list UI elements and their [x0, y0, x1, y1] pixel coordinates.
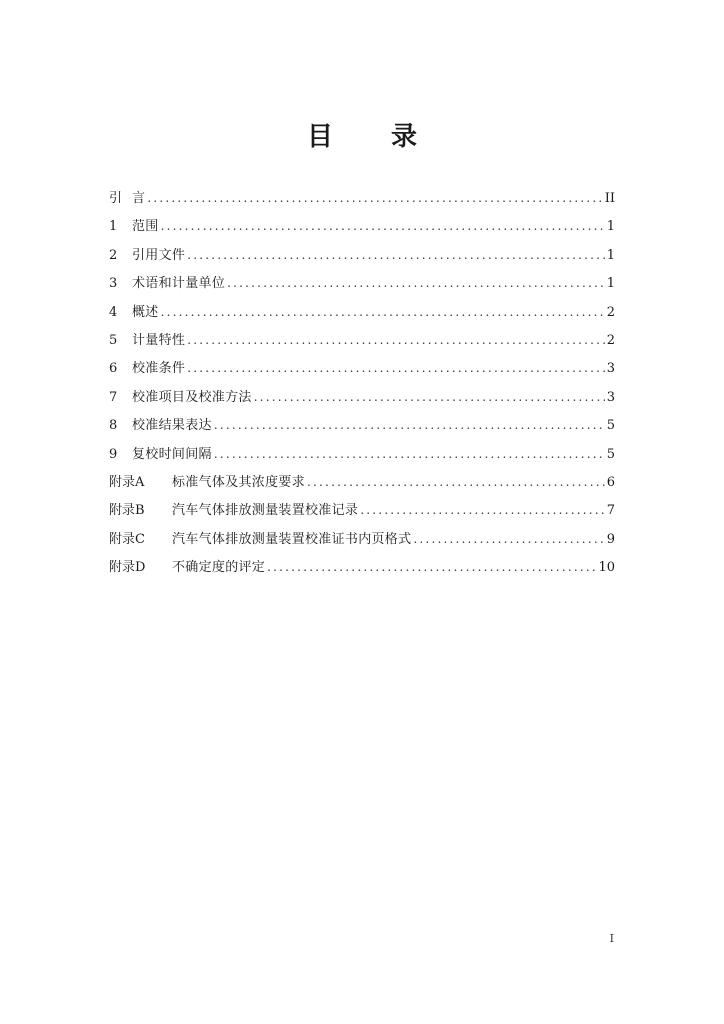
toc-leader-dots [214, 411, 605, 439]
page-title [0, 116, 724, 153]
toc-entry-number: 5 [109, 332, 118, 348]
toc-entry-calibration-conditions[interactable] [109, 354, 615, 382]
toc-entry-number: 附录B [109, 503, 145, 519]
toc-entry-page: 7 [606, 503, 615, 519]
toc-leader-dots [307, 468, 605, 496]
toc-entry-page: 2 [606, 304, 615, 320]
toc-entry-label: 标准气体及其浓度要求 [172, 474, 306, 490]
toc-entry-label: 概述 [132, 304, 159, 320]
toc-entry-scope[interactable] [109, 212, 615, 240]
toc-entry-page: 1 [606, 276, 615, 292]
toc-entry-page: 9 [606, 531, 615, 547]
toc-entry-label: 言 [132, 191, 146, 206]
toc-entry-label: 校准项目及校准方法 [132, 389, 252, 405]
toc-leader-dots [147, 184, 602, 212]
title-char-right: 录 [391, 122, 418, 152]
title-char-left: 目 [306, 122, 333, 152]
toc-leader-dots [161, 298, 605, 326]
toc-leader-dots [267, 553, 596, 581]
toc-entry-label: 引用文件 [132, 247, 186, 263]
toc-entry-calibration-items-methods[interactable] [109, 383, 615, 411]
toc-entry-metrological-characteristics[interactable] [109, 326, 615, 354]
toc-entry-appendix-c[interactable] [109, 525, 615, 553]
toc-entry-label: 术语和计量单位 [132, 276, 226, 292]
toc-entry-label: 复校时间间隔 [132, 446, 212, 462]
toc-entry-label: 范围 [132, 219, 159, 235]
toc-entry-page: 6 [606, 474, 615, 490]
toc-entry-number: 附录C [109, 531, 145, 547]
toc-entry-page: 5 [606, 418, 615, 434]
toc-leader-dots [360, 496, 605, 524]
toc-leader-dots [187, 354, 605, 382]
toc-entry-page: 1 [606, 247, 615, 263]
page-number: I [609, 932, 614, 945]
toc-leader-dots [161, 212, 605, 240]
toc-entry-terms[interactable] [109, 269, 615, 297]
toc-entry-label: 校准条件 [132, 361, 186, 377]
toc-entry-number: 9 [109, 446, 118, 462]
toc-leader-dots [227, 269, 605, 297]
toc-entry-page: 10 [598, 560, 615, 576]
toc-leader-dots [187, 326, 605, 354]
toc-entry-label: 校准结果表达 [132, 418, 212, 434]
toc-entry-number: 4 [109, 304, 118, 320]
toc-leader-dots [187, 241, 605, 269]
toc-entry-page: 1 [606, 219, 615, 235]
toc-entry-appendix-b[interactable] [109, 496, 615, 524]
toc-entry-label: 计量特性 [132, 332, 186, 348]
toc-entry-page: 3 [606, 361, 615, 377]
toc-entry-number: 附录D [109, 560, 146, 576]
toc-entry-number: 附录A [109, 474, 145, 490]
toc-entry-label: 汽车气体排放测量装置校准记录 [172, 503, 359, 519]
toc-entry-references[interactable] [109, 241, 615, 269]
toc-entry-label: 不确定度的评定 [172, 560, 266, 576]
toc-entry-number: 1 [109, 219, 118, 235]
toc-entry-number: 8 [109, 418, 118, 434]
toc-list [109, 184, 615, 581]
toc-entry-number: 7 [109, 389, 118, 405]
toc-entry-appendix-a[interactable] [109, 468, 615, 496]
toc-entry-number: 引 [109, 191, 123, 206]
toc-entry-appendix-d[interactable] [109, 553, 615, 581]
toc-entry-label: 汽车气体排放测量装置校准证书内页格式 [172, 531, 412, 547]
toc-entry-page: 5 [606, 446, 615, 462]
toc-entry-introduction[interactable] [109, 184, 615, 212]
toc-leader-dots [254, 383, 605, 411]
toc-entry-page: 2 [606, 332, 615, 348]
toc-entry-calibration-results[interactable] [109, 411, 615, 439]
toc-entry-number: 6 [109, 361, 118, 377]
toc-entry-page: II [604, 191, 615, 206]
toc-entry-page: 3 [606, 389, 615, 405]
toc-leader-dots [214, 440, 605, 468]
toc-entry-overview[interactable] [109, 298, 615, 326]
toc-leader-dots [413, 525, 604, 553]
toc-entry-recalibration-interval[interactable] [109, 440, 615, 468]
toc-entry-number: 2 [109, 247, 118, 263]
toc-entry-number: 3 [109, 276, 118, 292]
